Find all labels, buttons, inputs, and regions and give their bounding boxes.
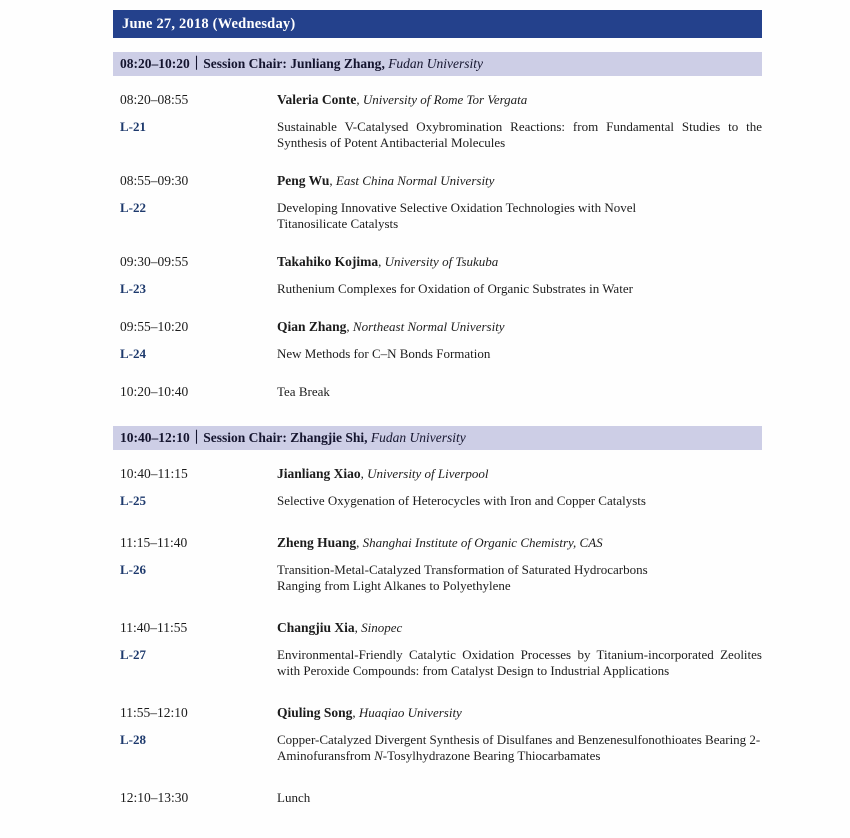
title-row <box>113 562 762 594</box>
title-part-post: -Tosylhydrazone Bearing Thiocarbamates <box>382 748 601 763</box>
session-morning-1 <box>113 52 762 400</box>
speaker-affiliation: Sinopec <box>361 620 403 635</box>
talk-code: L-22 <box>120 200 146 215</box>
session-time-range: 08:20–10:20 <box>120 56 190 71</box>
session-chair-name: Zhangjie Shi <box>290 430 365 445</box>
talk-code: L-25 <box>120 493 146 508</box>
talk-L-22 <box>113 173 762 232</box>
talk-title: Developing Innovative Selective Oxidation Technologies with Novel Titanosilicate Catalysts <box>277 200 637 231</box>
talk-code: L-24 <box>120 346 146 361</box>
speaker-name: Peng Wu <box>277 173 330 188</box>
talk-L-21 <box>113 92 762 151</box>
comma-separator: , <box>360 466 368 481</box>
talk-code: L-27 <box>120 647 146 662</box>
speaker-row <box>113 705 762 721</box>
talk-time: 09:30–09:55 <box>120 254 189 269</box>
talk-title: New Methods for C–N Bonds Formation <box>277 346 491 361</box>
speaker-line <box>277 254 762 270</box>
session-chair-name: Junliang Zhang <box>290 56 382 71</box>
title-row <box>113 493 762 509</box>
speaker-line <box>277 705 762 721</box>
break-label: Tea Break <box>277 384 330 399</box>
break-label: Lunch <box>277 790 311 805</box>
speaker-affiliation: University of Rome Tor Vergata <box>362 92 528 107</box>
session-chair-affiliation: Fudan University <box>370 430 466 445</box>
speaker-affiliation: University of Liverpool <box>367 466 489 481</box>
speaker-row <box>113 254 762 270</box>
speaker-line <box>277 319 762 335</box>
comma-separator: , <box>356 535 363 550</box>
title-row <box>113 200 762 232</box>
talk-title: Ruthenium Complexes for Oxidation of Organic Substrates in Water <box>277 281 633 296</box>
speaker-row <box>113 466 762 482</box>
date-header-bar <box>113 10 762 38</box>
title-row <box>113 119 762 151</box>
speaker-name: Qian Zhang <box>277 319 347 334</box>
talk-L-26 <box>113 535 762 594</box>
speaker-row <box>113 319 762 335</box>
talk-time: 11:40–11:55 <box>120 620 188 635</box>
talk-code: L-21 <box>120 119 146 134</box>
speaker-row <box>113 173 762 189</box>
talk-time: 10:40–11:15 <box>120 466 188 481</box>
talk-time: 08:55–09:30 <box>120 173 189 188</box>
comma-separator: , <box>329 173 336 188</box>
talk-L-27 <box>113 620 762 679</box>
talk-L-24 <box>113 319 762 362</box>
speaker-row <box>113 92 762 108</box>
comma-separator: , <box>381 56 389 71</box>
speaker-line <box>277 535 762 551</box>
speaker-row <box>113 620 762 636</box>
session-chair-label: Session Chair: <box>203 56 291 71</box>
speaker-line <box>277 466 762 482</box>
talk-title: Sustainable V-Catalysed Oxybromination Reactions: from Fundamental Studies to the Synthesis of Potent Antibacterial Molecules <box>277 119 762 150</box>
title-part-pre: Copper-Catalyzed Divergent Synthesis of Disulfanes and Benzenesulfonothioates Bearing 2-Aminofuransfrom <box>277 732 761 763</box>
speaker-row <box>113 535 762 551</box>
comma-separator: , <box>378 254 385 269</box>
talk-code: L-23 <box>120 281 146 296</box>
talk-time: 11:15–11:40 <box>120 535 188 550</box>
session-chair-affiliation: Fudan University <box>388 56 484 71</box>
title-part-italic-n: N <box>374 748 383 763</box>
tea-break-row <box>113 384 762 400</box>
speaker-name: Changjiu Xia <box>277 620 355 635</box>
date-header-text: June 27, 2018 (Wednesday) <box>122 16 296 32</box>
title-row <box>113 346 762 362</box>
talk-time: 08:20–08:55 <box>120 92 189 107</box>
speaker-name: Zheng Huang <box>277 535 357 550</box>
talk-L-28 <box>113 705 762 764</box>
talk-time: 11:55–12:10 <box>120 705 188 720</box>
session-body <box>113 460 762 806</box>
session-morning-2 <box>113 426 762 806</box>
talk-code: L-26 <box>120 562 146 577</box>
session-chair-label: Session Chair: <box>203 430 291 445</box>
talk-title: Environmental-Friendly Catalytic Oxidation Processes by Titanium-incorporated Zeolites with Peroxide Compounds: from Catalyst Design to Industrial Applications <box>277 647 762 678</box>
talk-L-23 <box>113 254 762 297</box>
pipe-separator: ｜ <box>189 56 204 71</box>
speaker-name: Takahiko Kojima <box>277 254 379 269</box>
comma-separator: , <box>354 620 362 635</box>
lunch-row <box>113 790 762 806</box>
title-row <box>113 281 762 297</box>
session-time-range: 10:40–12:10 <box>120 430 190 445</box>
speaker-affiliation: University of Tsukuba <box>384 254 499 269</box>
title-row <box>113 732 762 764</box>
talk-title <box>277 732 762 764</box>
talk-title: Transition-Metal-Catalyzed Transformation of Saturated Hydrocarbons Ranging from Light Alkanes to Polyethylene <box>277 562 648 593</box>
comma-separator: , <box>346 319 353 334</box>
speaker-line <box>277 173 762 189</box>
speaker-name: Valeria Conte <box>277 92 357 107</box>
talk-L-25 <box>113 466 762 509</box>
comma-separator: , <box>364 430 371 445</box>
speaker-affiliation: Huaqiao University <box>358 705 462 720</box>
session-body <box>113 86 762 400</box>
speaker-affiliation: Northeast Normal University <box>352 319 505 334</box>
talk-time: 09:55–10:20 <box>120 319 189 334</box>
speaker-line <box>277 620 762 636</box>
session-header-bar <box>113 426 762 450</box>
break-time: 12:10–13:30 <box>120 790 189 805</box>
break-time: 10:20–10:40 <box>120 384 189 399</box>
talk-title: Selective Oxygenation of Heterocycles with Iron and Copper Catalysts <box>277 493 646 508</box>
speaker-name: Qiuling Song <box>277 705 353 720</box>
title-row <box>113 647 762 679</box>
speaker-line <box>277 92 762 108</box>
session-header-bar <box>113 52 762 76</box>
comma-separator: , <box>352 705 359 720</box>
speaker-name: Jianliang Xiao <box>277 466 361 481</box>
speaker-affiliation: Shanghai Institute of Organic Chemistry, CAS <box>362 535 603 550</box>
pipe-separator: ｜ <box>189 430 204 445</box>
comma-separator: , <box>356 92 363 107</box>
talk-code: L-28 <box>120 732 146 747</box>
speaker-affiliation: East China Normal University <box>335 173 495 188</box>
